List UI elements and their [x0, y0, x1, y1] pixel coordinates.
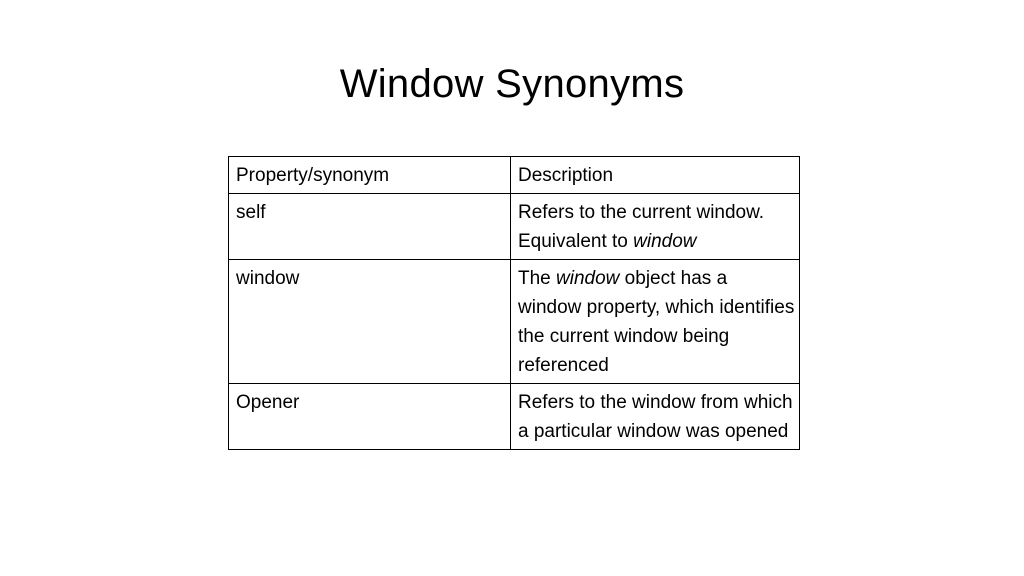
table-row	[229, 384, 800, 450]
table-row	[229, 194, 800, 260]
column-header-property: Property/synonym	[229, 157, 511, 194]
description-italic-term: window	[556, 268, 620, 289]
description-text: The	[518, 268, 557, 289]
description-italic-term: window	[633, 231, 697, 252]
cell-description	[511, 260, 800, 384]
description-text-tail: object has a window property, which identifies the current window being referenced	[518, 268, 795, 376]
synonyms-table	[228, 156, 800, 450]
cell-property: self	[229, 194, 511, 260]
cell-property: Opener	[229, 384, 511, 450]
cell-property: window	[229, 260, 511, 384]
slide-title: Window Synonyms	[339, 62, 685, 106]
column-header-description: Description	[511, 157, 800, 194]
cell-description	[511, 384, 800, 450]
cell-description	[511, 194, 800, 260]
table-header-row	[229, 157, 800, 194]
table-row	[229, 260, 800, 384]
description-text: Refers to the current window. Equivalent to	[518, 202, 765, 252]
description-text: Refers to the window from which a particular window was opened	[518, 392, 793, 442]
